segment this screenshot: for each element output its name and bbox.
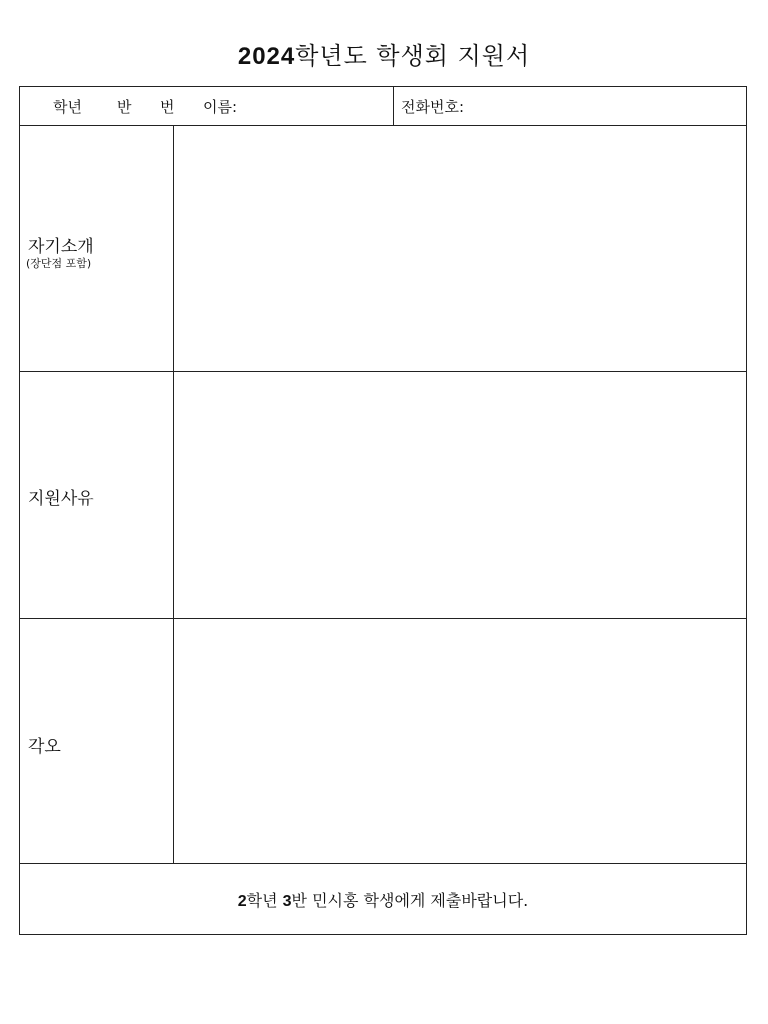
label-column-divider xyxy=(173,126,174,863)
title-year: 2024 xyxy=(237,43,296,70)
title-text: 학년도 학생회 지원서 xyxy=(295,42,531,70)
submission-note xyxy=(20,888,746,911)
footer-grade-num: 2 xyxy=(237,893,247,910)
self-intro-sublabel: (장단점 포함) xyxy=(26,257,92,270)
name-label: 이름: xyxy=(203,98,238,116)
footer-top-line xyxy=(20,863,746,864)
reason-label: 지원사유 xyxy=(28,489,94,509)
resolution-field[interactable] xyxy=(175,620,746,864)
footer-grade-word: 학년 xyxy=(246,891,283,910)
class-label: 반 xyxy=(117,98,132,116)
footer-rest: 반 민시홍 학생에게 제출바랍니다. xyxy=(291,891,529,910)
self-intro-field[interactable] xyxy=(175,127,746,371)
reason-field[interactable] xyxy=(175,373,746,617)
section-line-2 xyxy=(20,618,746,619)
self-intro-label: 자기소개 xyxy=(28,237,94,257)
header-bottom-line xyxy=(20,125,746,126)
resolution-label: 각오 xyxy=(28,737,61,757)
phone-label: 전화번호: xyxy=(401,98,465,116)
application-form xyxy=(19,86,747,935)
grade-label: 학년 xyxy=(53,98,82,116)
header-divider xyxy=(393,87,394,126)
section-line-1 xyxy=(20,371,746,372)
form-title xyxy=(0,36,768,71)
number-label: 번 xyxy=(160,98,175,116)
footer-class-num: 3 xyxy=(282,893,292,910)
